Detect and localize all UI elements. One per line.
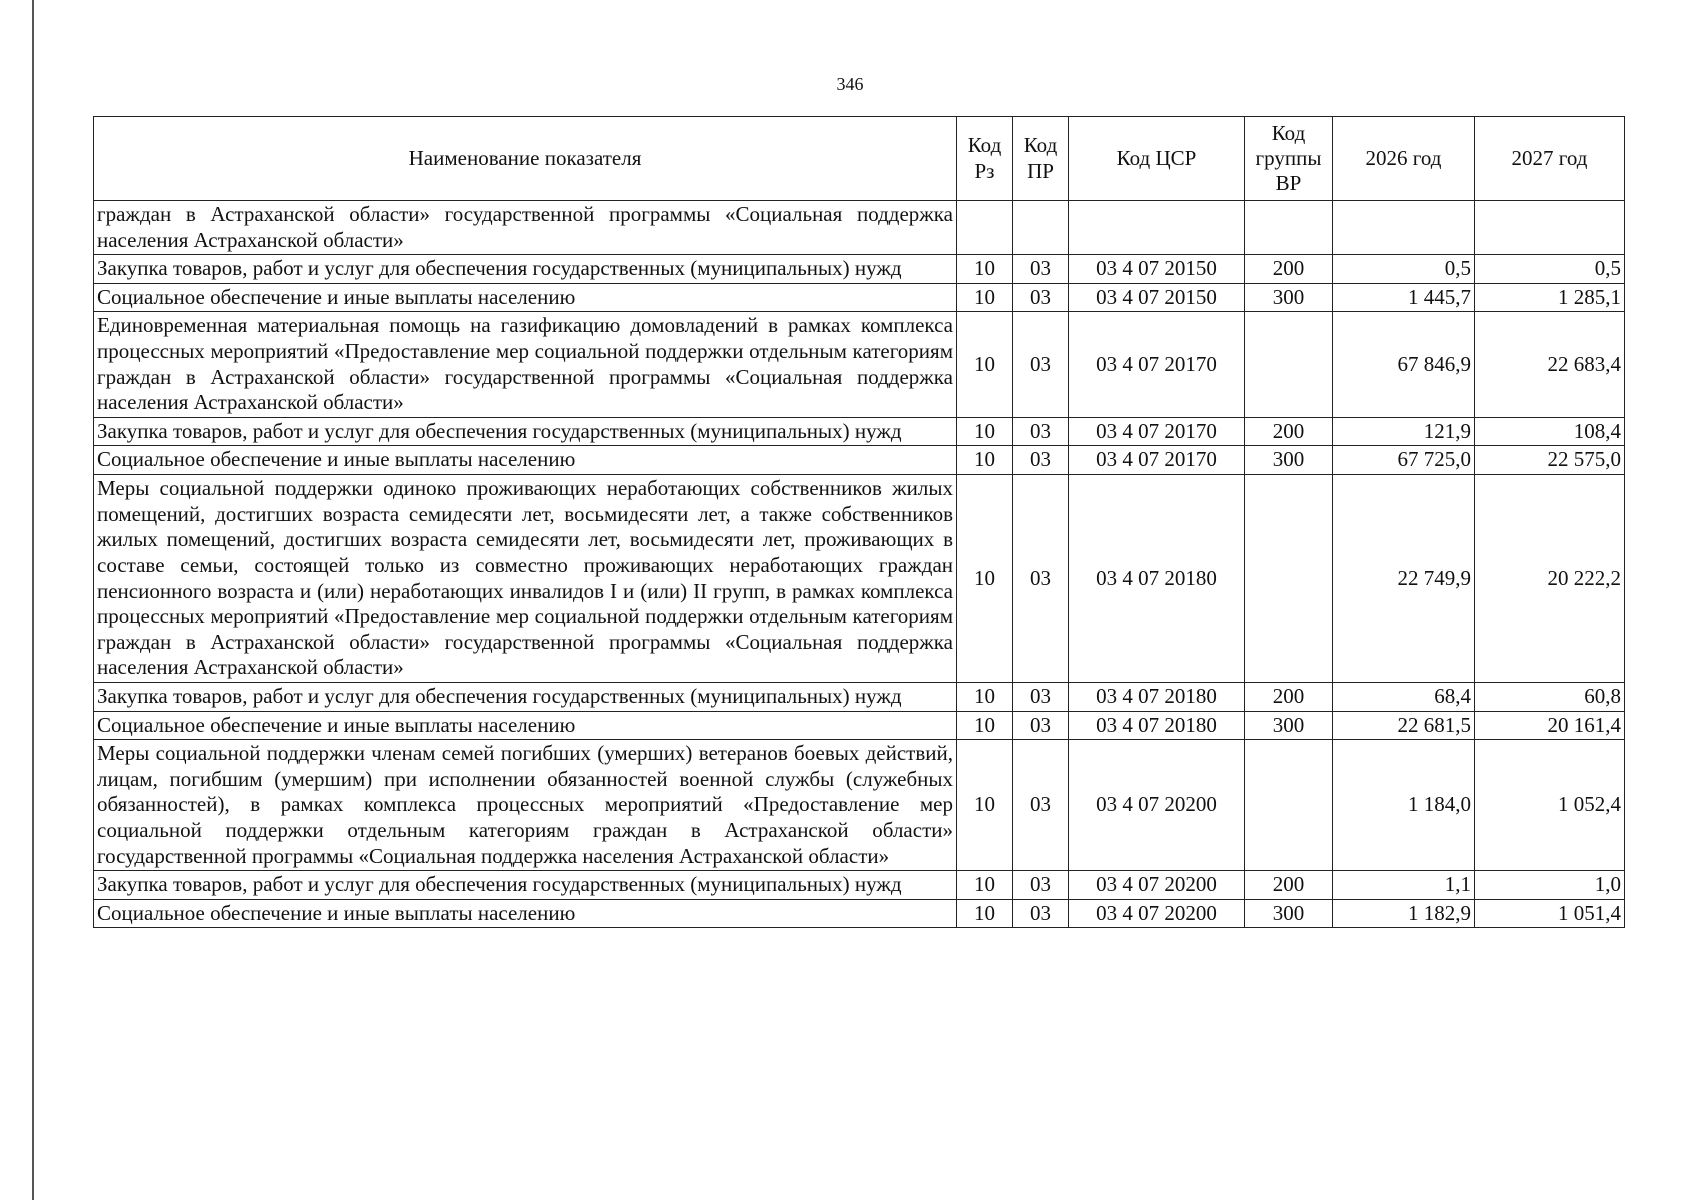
cell-csr <box>1069 201 1245 255</box>
header-vr: Код группы ВР <box>1245 117 1333 201</box>
cell-csr: 03 4 07 20200 <box>1069 740 1245 871</box>
cell-vr: 300 <box>1245 711 1333 740</box>
table-row <box>94 871 1625 900</box>
cell-vr <box>1245 740 1333 871</box>
cell-csr: 03 4 07 20150 <box>1069 255 1245 284</box>
header-2027: 2027 год <box>1475 117 1625 201</box>
cell-name: Социальное обеспечение и иные выплаты населению <box>94 283 957 312</box>
cell-rz: 10 <box>957 871 1013 900</box>
cell-2026: 0,5 <box>1333 255 1475 284</box>
cell-csr: 03 4 07 20180 <box>1069 711 1245 740</box>
cell-vr: 300 <box>1245 446 1333 475</box>
table-row <box>94 899 1625 928</box>
cell-pr: 03 <box>1013 417 1069 446</box>
cell-pr: 03 <box>1013 711 1069 740</box>
cell-2027: 1 285,1 <box>1475 283 1625 312</box>
cell-rz: 10 <box>957 417 1013 446</box>
table-row <box>94 312 1625 417</box>
cell-vr <box>1245 201 1333 255</box>
table-row <box>94 711 1625 740</box>
cell-pr: 03 <box>1013 899 1069 928</box>
cell-2026 <box>1333 201 1475 255</box>
cell-name: Социальное обеспечение и иные выплаты населению <box>94 711 957 740</box>
cell-name: Социальное обеспечение и иные выплаты населению <box>94 899 957 928</box>
table-row <box>94 201 1625 255</box>
cell-2026: 22 749,9 <box>1333 475 1475 683</box>
cell-rz: 10 <box>957 711 1013 740</box>
cell-pr: 03 <box>1013 475 1069 683</box>
page-number: 346 <box>836 74 864 94</box>
cell-name: Закупка товаров, работ и услуг для обеспечения государственных (муниципальных) нужд <box>94 417 957 446</box>
cell-pr <box>1013 201 1069 255</box>
cell-2026: 1 182,9 <box>1333 899 1475 928</box>
cell-2027: 20 222,2 <box>1475 475 1625 683</box>
cell-name: Закупка товаров, работ и услуг для обеспечения государственных (муниципальных) нужд <box>94 871 957 900</box>
cell-name: Социальное обеспечение и иные выплаты населению <box>94 446 957 475</box>
cell-rz: 10 <box>957 475 1013 683</box>
header-rz: Код Рз <box>957 117 1013 201</box>
table-row <box>94 417 1625 446</box>
cell-2027: 22 575,0 <box>1475 446 1625 475</box>
cell-2027: 0,5 <box>1475 255 1625 284</box>
cell-csr: 03 4 07 20150 <box>1069 283 1245 312</box>
cell-pr: 03 <box>1013 312 1069 417</box>
cell-csr: 03 4 07 20180 <box>1069 475 1245 683</box>
cell-2027: 108,4 <box>1475 417 1625 446</box>
header-row <box>94 117 1625 201</box>
header-name: Наименование показателя <box>94 117 957 201</box>
header-pr: Код ПР <box>1013 117 1069 201</box>
cell-pr: 03 <box>1013 740 1069 871</box>
cell-pr: 03 <box>1013 871 1069 900</box>
cell-vr: 200 <box>1245 417 1333 446</box>
cell-2026: 1 445,7 <box>1333 283 1475 312</box>
cell-pr: 03 <box>1013 446 1069 475</box>
cell-2026: 1 184,0 <box>1333 740 1475 871</box>
cell-2027: 20 161,4 <box>1475 711 1625 740</box>
table-row <box>94 283 1625 312</box>
cell-csr: 03 4 07 20200 <box>1069 871 1245 900</box>
header-csr: Код ЦСР <box>1069 117 1245 201</box>
table-row <box>94 740 1625 871</box>
cell-2026: 121,9 <box>1333 417 1475 446</box>
cell-2027: 1,0 <box>1475 871 1625 900</box>
scan-left-edge-line <box>32 0 34 1200</box>
table-row <box>94 682 1625 711</box>
cell-csr: 03 4 07 20170 <box>1069 417 1245 446</box>
table-row <box>94 475 1625 683</box>
cell-name: Меры социальной поддержки членам семей погибших (умерших) ветеранов боевых действий, лицам, погибшим (умершим) при исполнении обязанностей военной службы (служебных обязанностей), в рамках комплекса процессных мероприятий «Предоставление мер социальной поддержки отдельным категориям граждан в Астраханской области» государственной программы «Социальная поддержка населения Астраханской области» <box>94 740 957 871</box>
cell-vr: 300 <box>1245 899 1333 928</box>
cell-vr: 200 <box>1245 871 1333 900</box>
cell-pr: 03 <box>1013 255 1069 284</box>
cell-rz: 10 <box>957 283 1013 312</box>
cell-2027: 22 683,4 <box>1475 312 1625 417</box>
cell-name: Меры социальной поддержки одиноко проживающих неработающих собственников жилых помещений, достигших возраста семидесяти лет, восьмидесяти лет, а также собственников жилых помещений, достигших возраста семидесяти лет, восьмидесяти лет, проживающих в составе семьи, состоящей только из совместно проживающих неработающих граждан пенсионного возраста и (или) неработающих инвалидов I и (или) II групп, в рамках комплекса процессных мероприятий «Предоставление мер социальной поддержки отдельным категориям граждан в Астраханской области» государственной программы «Социальная поддержка населения Астраханской области» <box>94 475 957 683</box>
cell-rz: 10 <box>957 740 1013 871</box>
cell-rz: 10 <box>957 312 1013 417</box>
cell-name: граждан в Астраханской области» государственной программы «Социальная поддержка населения Астраханской области» <box>94 201 957 255</box>
cell-name: Закупка товаров, работ и услуг для обеспечения государственных (муниципальных) нужд <box>94 255 957 284</box>
table-header <box>94 117 1625 201</box>
cell-name: Единовременная материальная помощь на газификацию домовладений в рамках комплекса процессных мероприятий «Предоставление мер социальной поддержки отдельным категориям граждан в Астраханской области» государственной программы «Социальная поддержка населения Астраханской области» <box>94 312 957 417</box>
cell-vr: 200 <box>1245 682 1333 711</box>
cell-rz: 10 <box>957 682 1013 711</box>
cell-2027: 1 052,4 <box>1475 740 1625 871</box>
cell-rz: 10 <box>957 446 1013 475</box>
cell-2026: 68,4 <box>1333 682 1475 711</box>
cell-name: Закупка товаров, работ и услуг для обеспечения государственных (муниципальных) нужд <box>94 682 957 711</box>
cell-pr: 03 <box>1013 283 1069 312</box>
cell-csr: 03 4 07 20170 <box>1069 312 1245 417</box>
cell-2026: 67 725,0 <box>1333 446 1475 475</box>
cell-pr: 03 <box>1013 682 1069 711</box>
table-body <box>94 201 1625 928</box>
cell-2027: 1 051,4 <box>1475 899 1625 928</box>
cell-2026: 1,1 <box>1333 871 1475 900</box>
cell-vr: 300 <box>1245 283 1333 312</box>
cell-2027: 60,8 <box>1475 682 1625 711</box>
budget-table <box>93 116 1625 928</box>
cell-vr <box>1245 312 1333 417</box>
cell-rz: 10 <box>957 255 1013 284</box>
cell-vr <box>1245 475 1333 683</box>
table-row <box>94 446 1625 475</box>
cell-rz: 10 <box>957 899 1013 928</box>
cell-2026: 67 846,9 <box>1333 312 1475 417</box>
cell-csr: 03 4 07 20180 <box>1069 682 1245 711</box>
cell-2027 <box>1475 201 1625 255</box>
cell-csr: 03 4 07 20200 <box>1069 899 1245 928</box>
cell-2026: 22 681,5 <box>1333 711 1475 740</box>
header-2026: 2026 год <box>1333 117 1475 201</box>
table-row <box>94 255 1625 284</box>
cell-rz <box>957 201 1013 255</box>
cell-csr: 03 4 07 20170 <box>1069 446 1245 475</box>
cell-vr: 200 <box>1245 255 1333 284</box>
